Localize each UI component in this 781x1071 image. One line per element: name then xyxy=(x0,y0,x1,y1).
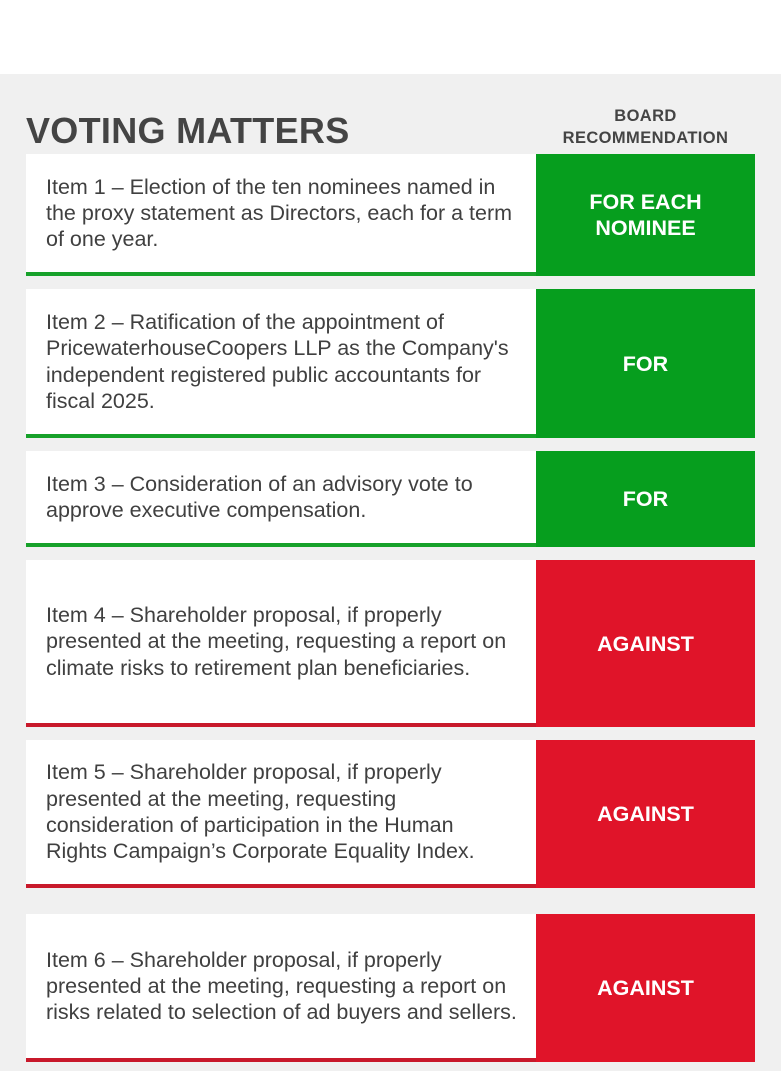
voting-item-row-3 xyxy=(26,451,755,547)
voting-item-row-4 xyxy=(26,560,755,727)
voting-item-text: Item 2 – Ratification of the appointment of PricewaterhouseCoopers LLP as the Company's independent registered public accountants for fiscal 2025. xyxy=(46,309,509,413)
recommendation-badge-against: AGAINST xyxy=(536,914,755,1062)
board-recommendation-header-line1: BOARD xyxy=(614,107,677,125)
recommendation-badge-for: FOR EACH NOMINEE xyxy=(536,154,755,276)
voting-item-description-box xyxy=(26,154,536,276)
recommendation-badge-for: FOR xyxy=(536,289,755,438)
recommendation-badge-against: AGAINST xyxy=(536,740,755,888)
board-recommendation-header-line2: RECOMMENDATION xyxy=(562,129,729,147)
recommendation-badge-for: FOR xyxy=(536,451,755,547)
voting-item-text: Item 3 – Consideration of an advisory vote to approve executive compensation. xyxy=(46,471,473,522)
voting-item-text: Item 1 – Election of the ten nominees named in the proxy statement as Directors, each for a term of one year. xyxy=(46,174,513,252)
voting-item-text: Item 6 – Shareholder proposal, if properly presented at the meeting, requesting a report on risks related to selection of ad buyers and sellers. xyxy=(46,947,517,1025)
voting-item-description-box xyxy=(26,740,536,888)
voting-item-row-5 xyxy=(26,740,755,888)
voting-item-description-box xyxy=(26,289,536,438)
page-title: VOTING MATTERS xyxy=(26,110,350,151)
voting-item-row-2 xyxy=(26,289,755,438)
voting-item-row-6 xyxy=(26,914,755,1062)
voting-item-text: Item 4 – Shareholder proposal, if properly presented at the meeting, requesting a report on climate risks to retirement plan beneficiaries. xyxy=(46,603,507,680)
voting-item-description-box xyxy=(26,914,536,1062)
board-recommendation-header xyxy=(536,105,755,149)
voting-item-row-1 xyxy=(26,154,755,276)
recommendation-badge-against: AGAINST xyxy=(536,560,755,727)
voting-item-text: Item 5 – Shareholder proposal, if properly presented at the meeting, requesting consideration of participation in the Human Rights Campaign’s Corporate Equality Index. xyxy=(46,760,475,864)
voting-item-description-box xyxy=(26,560,536,727)
voting-item-description-box xyxy=(26,451,536,547)
